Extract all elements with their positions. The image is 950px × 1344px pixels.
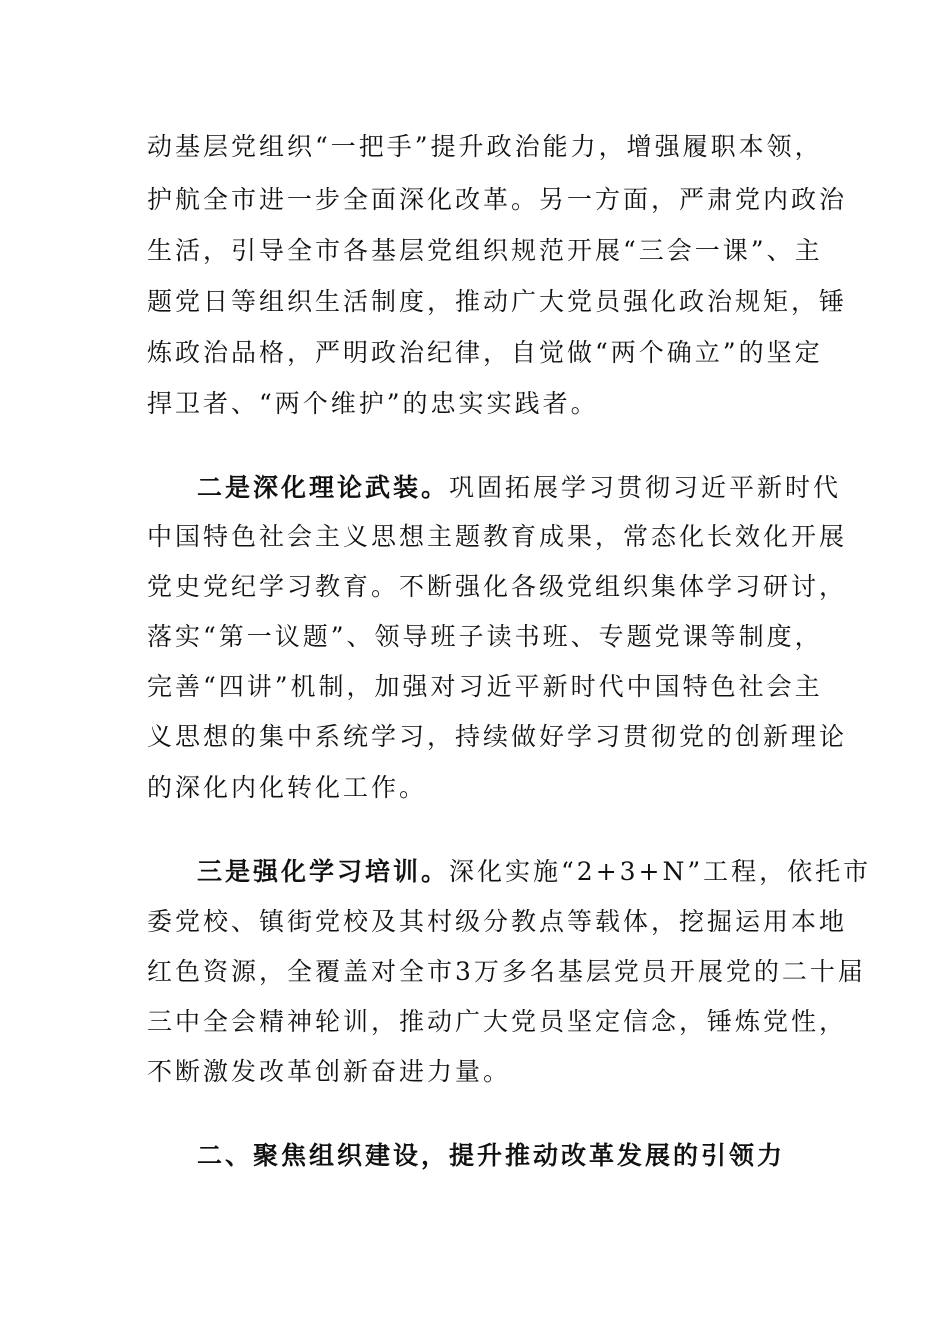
paragraph-first-line — [197, 471, 841, 505]
paragraph-line: 红色资源，全覆盖对全市3万多名基层党员开展党的二十届 — [147, 957, 866, 986]
paragraph-line: 动基层党组织“一把手”提升政治能力，增强履职本领， — [147, 132, 823, 161]
paragraph-line: 义思想的集中系统学习，持续做好学习贯彻党的创新理论 — [147, 722, 848, 751]
paragraph-text: 深化实施“2+3+N”工程，依托市 — [449, 857, 872, 886]
paragraph-line: 炼政治品格，严明政治纪律，自觉做“两个确立”的坚定 — [147, 338, 823, 367]
paragraph-line: 委党校、镇街党校及其村级分教点等载体，挖掘运用本地 — [147, 907, 848, 936]
paragraph-line: 的深化内化转化工作。 — [147, 773, 428, 802]
paragraph-line: 不断激发改革创新奋进力量。 — [147, 1057, 512, 1086]
section-heading: 二、聚焦组织建设，提升推动改革发展的引领力 — [197, 1141, 786, 1170]
paragraph-line: 生活，引导全市各基层党组织规范开展“三会一课”、主 — [147, 236, 823, 265]
paragraph-heading: 二是深化理论武装。 — [197, 473, 450, 502]
paragraph-line: 中国特色社会主义思想主题教育成果，常态化长效化开展 — [147, 522, 848, 551]
paragraph-line: 党史党纪学习教育。不断强化各级党组织集体学习研讨， — [147, 572, 848, 601]
paragraph-line: 题党日等组织生活制度，推动广大党员强化政治规矩，锤 — [147, 287, 848, 316]
paragraph-line: 捍卫者、“两个维护”的忠实实践者。 — [147, 389, 599, 418]
paragraph-first-line — [197, 855, 871, 889]
paragraph-line: 落实“第一议题”、领导班子读书班、专题党课等制度， — [147, 622, 823, 651]
paragraph-text: 巩固拓展学习贯彻习近平新时代 — [449, 473, 842, 502]
paragraph-line: 护航全市进一步全面深化改革。另一方面，严肃党内政治 — [147, 185, 848, 214]
paragraph-line: 三中全会精神轮训，推动广大党员坚定信念，锤炼党性， — [147, 1007, 848, 1036]
paragraph-heading: 三是强化学习培训。 — [197, 857, 450, 886]
paragraph-line: 完善“四讲”机制，加强对习近平新时代中国特色社会主 — [147, 672, 823, 701]
